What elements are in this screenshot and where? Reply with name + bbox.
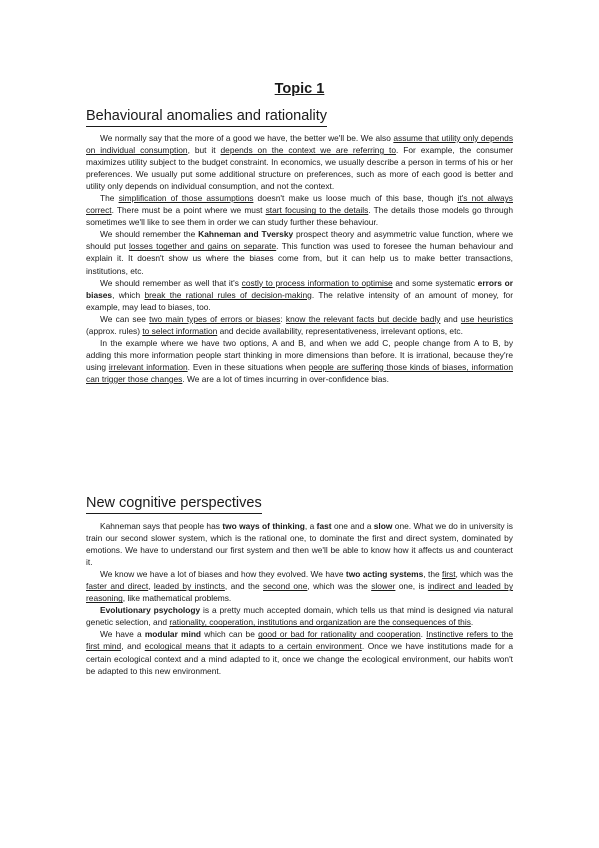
text: . There must be a point where we must	[111, 205, 266, 216]
underlined-text: Instinctive refers to the first mind	[86, 629, 514, 652]
text: doesn't make us loose much of this base, though	[253, 193, 458, 204]
text: , like mathematical problems.	[122, 593, 232, 604]
text: . Even in these situations when	[187, 361, 309, 372]
underlined-text: use heuristics	[460, 313, 513, 324]
paragraph	[86, 132, 513, 192]
bold-text: Kahneman and Tversky	[198, 229, 294, 240]
text: We can see	[100, 313, 150, 324]
underlined-text: second one	[263, 581, 308, 592]
paragraph	[86, 520, 513, 568]
text: Kahneman says that people has	[100, 521, 223, 531]
text: . This function was used to foresee the human behaviour and explain it. It doesn't show us where the biases come from, but it can help us to make better transactions, institutions, etc.	[86, 241, 513, 276]
section-heading-text: New cognitive perspectives	[86, 495, 262, 511]
paragraph	[86, 192, 513, 228]
text: , which was the	[455, 569, 513, 580]
text: prospect theory and asymmetric value function, where we should put	[86, 229, 513, 252]
text: . The details those models go through sometimes we'll like to see them in order we can study further these behaviour.	[86, 205, 513, 228]
text: . The relative intensity of an amount of money, for example, may lead to biases, too.	[86, 289, 513, 312]
bold-text: fast	[316, 521, 332, 531]
heading-underline	[86, 513, 262, 514]
text: , which	[112, 289, 145, 300]
underlined-text: faster and direct	[86, 581, 149, 592]
bold-text: two ways of thinking	[222, 521, 305, 531]
text: one, is	[395, 581, 428, 592]
paragraph	[86, 604, 513, 628]
text: which can be	[201, 629, 259, 640]
text: , a	[304, 521, 317, 531]
text: . Once we have institutions made for a certain ecological context and a mind adapted to it, once we change the ecological environment, our habits won't be adapted to this new environment.	[86, 641, 513, 676]
text: , the	[423, 569, 443, 580]
paragraph	[86, 277, 513, 313]
text: one. What we do in university is train our second slower system, which is the rational one, to dominate the first and direct system, dominated by emotions. We have to understand our first system and then we'll be able to know how it affects us and counteract it.	[86, 521, 513, 568]
text: , but it	[187, 145, 221, 156]
text: (approx. rules)	[86, 325, 143, 336]
paragraph	[86, 228, 513, 276]
text: and some systematic	[392, 277, 478, 288]
underlined-text: start focusing to the details	[265, 205, 369, 216]
underlined-text: simplification of those assumptions	[118, 193, 254, 204]
underlined-text: losses together and gains on separate	[129, 241, 277, 252]
text: We have a	[100, 629, 145, 640]
text: In the example where we have two options, A and B, and when we add C, people change from A to B, by adding this more information people start thinking in more dimensions than before. It is irrational, because they're using	[86, 337, 513, 372]
text: , and the	[224, 581, 263, 592]
text: . We are a lot of times incurring in over-confidence bias.	[182, 373, 389, 384]
text: .	[420, 629, 427, 640]
underlined-text: first	[442, 569, 456, 580]
text: :	[280, 313, 286, 324]
section-new-cognitive-perspectives	[86, 520, 513, 677]
text: is a pretty much accepted domain, which tells us that mind is designed via natural genetic selection, and	[86, 605, 513, 628]
section-heading-new-cognitive-perspectives	[86, 494, 262, 512]
text: . For example, the consumer maximizes utility subject to the budget constraint. In economics, we usually describe a person in terms of his or her preferences. We usually put some additional structure on preferences, such as more of each good is better and utility only depends on individual consumption, and not the context.	[86, 145, 514, 192]
underlined-text: ecological means that it adapts to a certain environment	[144, 641, 362, 652]
bold-text: two acting systems	[345, 569, 424, 580]
underlined-text: leaded by instincts	[153, 581, 225, 592]
paragraph	[86, 337, 513, 385]
text: We should remember as well that it's	[100, 277, 242, 288]
text: We know we have a lot of biases and how they evolved. We have	[100, 569, 346, 580]
underlined-text: it's not always correct	[86, 193, 513, 216]
heading-underline	[86, 126, 327, 127]
underlined-text: good or bad for rationality and cooperation	[258, 629, 421, 640]
bold-text: slow	[373, 521, 393, 531]
underlined-text: assume that utility only depends on individual consumption	[86, 133, 514, 156]
text: The	[100, 193, 119, 204]
paragraph	[86, 568, 513, 604]
bold-text: errors or biases	[86, 277, 513, 300]
underlined-text: know the relevant facts but decide badly	[285, 313, 441, 324]
text: , which was the	[307, 581, 372, 592]
text: and	[440, 313, 461, 324]
underlined-text: irrelevant information	[108, 361, 188, 372]
text: and decide availability, representativeness, irrelevant options, etc.	[217, 325, 463, 336]
text: ,	[148, 581, 154, 592]
text: , and	[121, 641, 145, 652]
underlined-text: slower	[371, 581, 396, 592]
underlined-text: indirect and leaded by reasoning	[86, 581, 514, 604]
section-behavioural-anomalies	[86, 132, 513, 385]
text: We should remember the	[100, 229, 199, 240]
text: one and a	[331, 521, 374, 531]
underlined-text: to select information	[142, 325, 218, 336]
underlined-text: rationality, cooperation, institutions and organization are the consequences of this	[169, 617, 471, 628]
paragraph	[86, 628, 513, 676]
topic-title: Topic 1	[274, 81, 325, 97]
text: .	[470, 617, 474, 628]
section-heading-behavioural-anomalies	[86, 107, 327, 125]
underlined-text: two main types of errors or biases	[149, 313, 281, 324]
text: We normally say that the more of a good we have, the better we'll be. We also	[100, 133, 394, 143]
underlined-text: people are suffering those kinds of biases, information can trigger those changes	[86, 361, 513, 384]
underlined-text: break the rational rules of decision-making	[144, 289, 312, 300]
section-heading-text: Behavioural anomalies and rationality	[86, 108, 328, 124]
underlined-text: depends on the context we are referring to	[220, 145, 397, 156]
bold-text: Evolutionary psychology	[100, 605, 201, 616]
paragraph	[86, 313, 513, 337]
bold-text: modular mind	[144, 629, 202, 640]
underlined-text: costly to process information to optimise	[241, 277, 393, 288]
